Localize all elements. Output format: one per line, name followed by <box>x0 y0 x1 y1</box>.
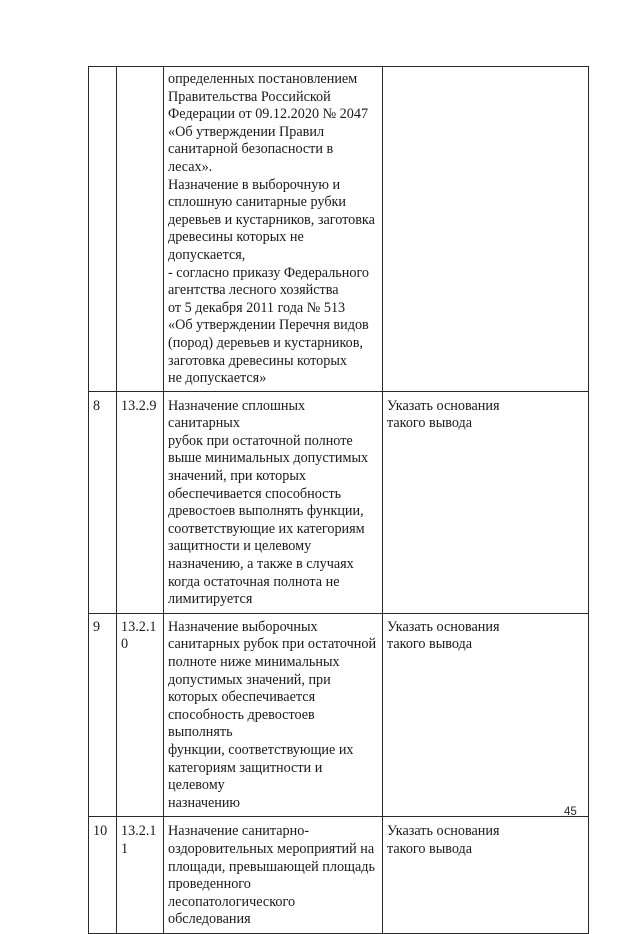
description-cell: Назначение сплошных санитарных рубок при остаточной полноте выше минимальных допустимых значений, при которых обеспечивается способность древостоев выполнять функции, соответствующие их категориям защитности и целевому назначению, а также в случаях когда остаточная полнота не лимитируется <box>164 391 383 613</box>
action-cell: Указать основания такого вывода <box>383 613 589 817</box>
item-code-cell: 13.2.11 <box>117 817 164 934</box>
row-number-cell: 10 <box>89 817 117 934</box>
table-row <box>89 817 589 934</box>
page-number: 45 <box>564 806 577 818</box>
action-cell <box>383 67 589 392</box>
item-code-cell: 13.2.9 <box>117 391 164 613</box>
item-code-cell: 13.2.10 <box>117 613 164 817</box>
table-row <box>89 67 589 392</box>
action-cell: Указать основания такого вывода <box>383 391 589 613</box>
description-cell: Назначение санитарно- оздоровительных мероприятий на площади, превышающей площадь проведенного лесопатологического обследования <box>164 817 383 934</box>
action-cell: Указать основания такого вывода <box>383 817 589 934</box>
description-cell: определенных постановлением Правительства Российской Федерации от 09.12.2020 № 2047 «Об утверждении Правил санитарной безопасности в лесах». Назначение в выборочную и сплошную санитарные рубки деревьев и кустарников, заготовка древесины которых не допускается, - согласно приказу Федерального агентства лесного хозяйства от 5 декабря 2011 года № 513 «Об утверждении Перечня видов (пород) деревьев и кустарников, заготовка древесины которых не допускается» <box>164 67 383 392</box>
description-cell: Назначение выборочных санитарных рубок при остаточной полноте ниже минимальных допустимых значений, при которых обеспечивается способность древостоев выполнять функции, соответствующие их категориям защитности и целевому назначению <box>164 613 383 817</box>
row-number-cell <box>89 67 117 392</box>
item-code-cell <box>117 67 164 392</box>
table-row <box>89 613 589 817</box>
table-row <box>89 391 589 613</box>
row-number-cell: 9 <box>89 613 117 817</box>
requirements-table <box>88 66 589 934</box>
row-number-cell: 8 <box>89 391 117 613</box>
